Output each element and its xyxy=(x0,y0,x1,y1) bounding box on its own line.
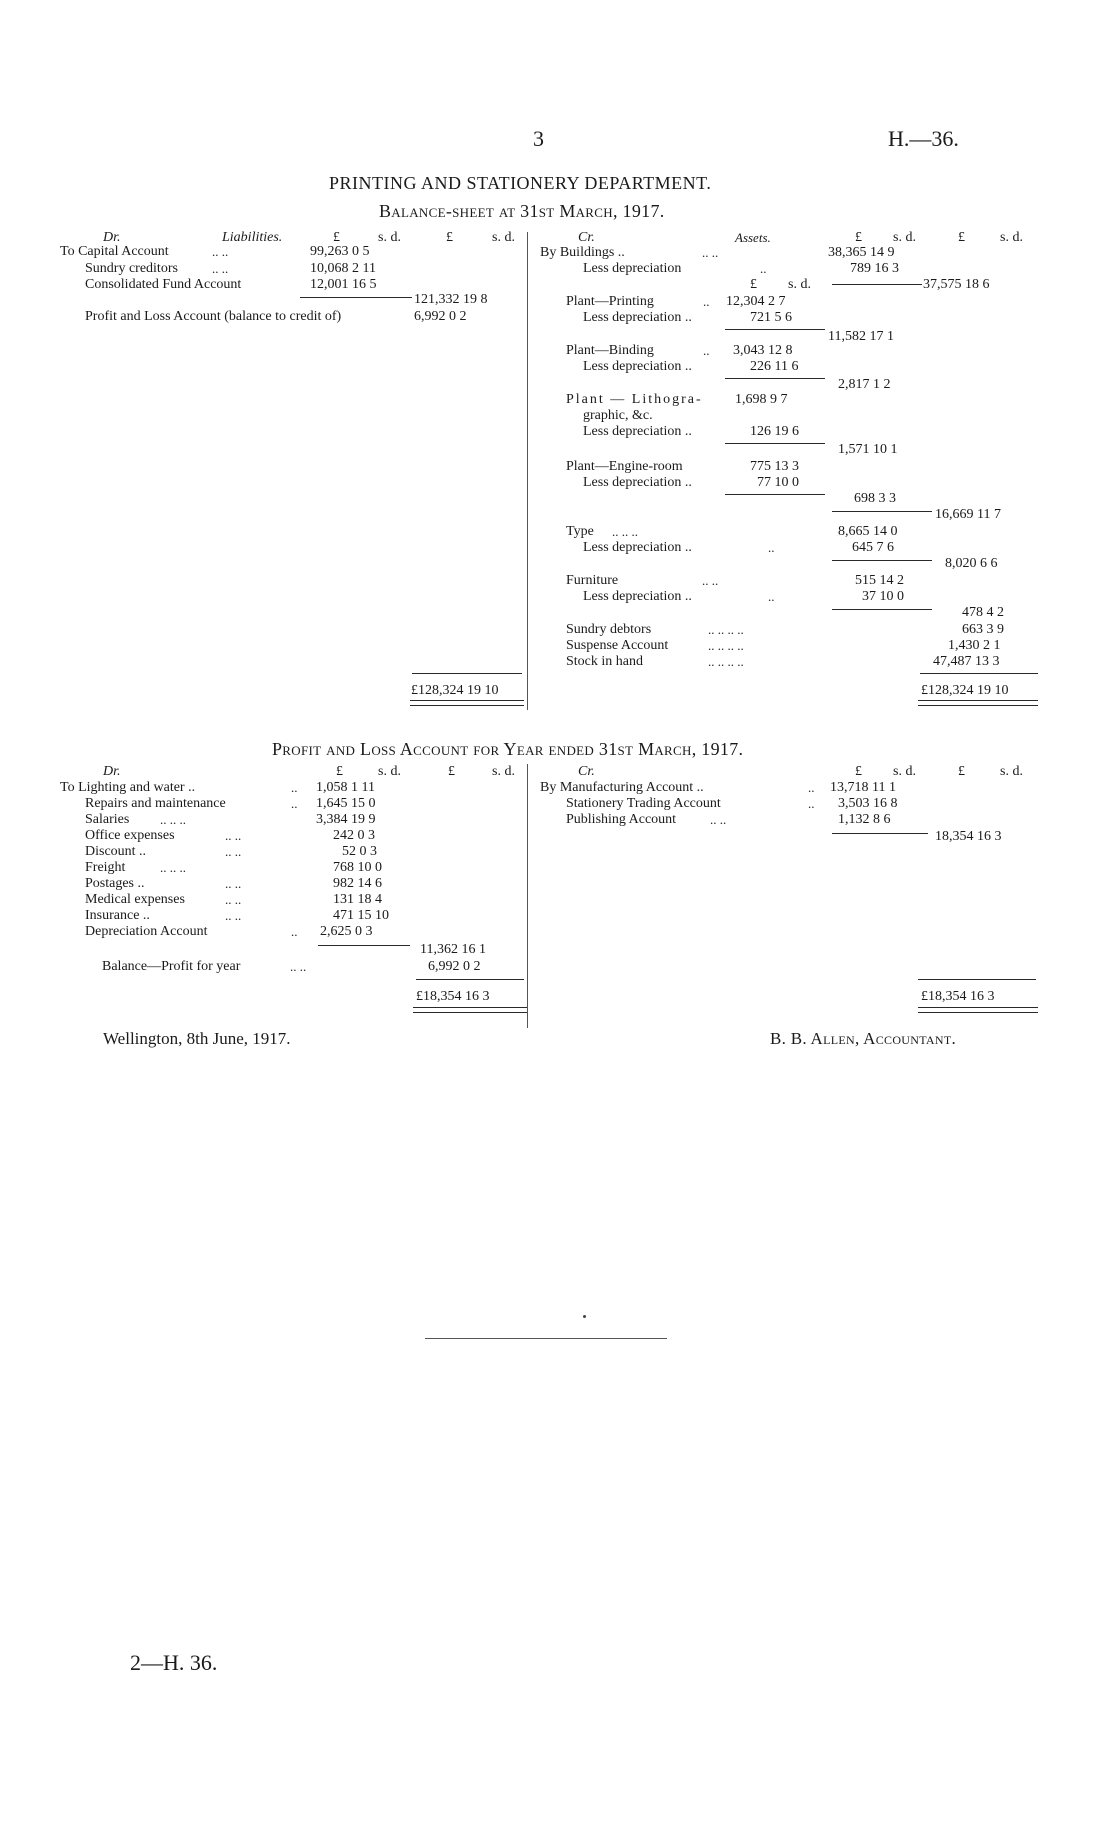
bs-col-pounds: £ xyxy=(855,230,862,245)
pl-col-pounds-2: £ xyxy=(958,764,965,779)
sub-col-sd: s. d. xyxy=(788,277,811,292)
litho-net: 1,571 10 1 xyxy=(838,442,898,457)
expense-label: To Lighting and water .. xyxy=(60,780,196,795)
net-rule xyxy=(725,378,825,379)
asset-amount: 3,043 12 8 xyxy=(733,343,793,358)
pl-col-sd-2: s. d. xyxy=(1000,764,1023,779)
leader-dots: .. xyxy=(291,780,298,795)
total-double-rule xyxy=(413,1007,527,1013)
total-double-rule xyxy=(918,700,1038,706)
bs-col-sd-2: s. d. xyxy=(492,230,515,245)
liability-amount: 10,068 2 11 xyxy=(310,261,376,276)
depreciation-amount: 721 5 6 xyxy=(750,310,792,325)
asset-label: By Buildings .. xyxy=(540,245,625,260)
engine-net: 698 3 3 xyxy=(854,491,896,506)
leader-dots: .. .. xyxy=(212,244,229,259)
subtotal-rule xyxy=(318,945,410,946)
print-speck xyxy=(583,1315,586,1318)
net-rule xyxy=(725,494,825,495)
end-rule xyxy=(425,1338,667,1339)
leader-dots: .. xyxy=(808,780,815,795)
depreciation-amount: 789 16 3 xyxy=(850,261,899,276)
pl-debit-total: £18,354 16 3 xyxy=(416,989,490,1004)
asset-amount: 1,698 9 7 xyxy=(735,392,788,407)
balance-profit-amount: 6,992 0 2 xyxy=(428,959,481,974)
asset-label: Sundry debtors xyxy=(566,622,652,637)
type-net: 8,020 6 6 xyxy=(945,556,998,571)
expense-amount: 1,058 1 11 xyxy=(316,780,375,795)
expense-label: Freight xyxy=(85,860,126,875)
bs-col-pounds-2: £ xyxy=(446,230,453,245)
sundry-debtors-amount: 663 3 9 xyxy=(962,622,1004,637)
bs-col-pounds: £ xyxy=(333,230,340,245)
expense-amount: 52 0 3 xyxy=(342,844,377,859)
leader-dots: .. xyxy=(808,796,815,811)
bs-col-pounds-2: £ xyxy=(958,230,965,245)
income-amount: 1,132 8 6 xyxy=(838,812,891,827)
leader-dots: .. .. xyxy=(702,245,719,260)
income-label: By Manufacturing Account .. xyxy=(540,780,704,795)
leader-dots: .. .. .. xyxy=(160,860,186,875)
leader-dots: .. xyxy=(760,261,767,276)
balance-sheet-title: Balance-sheet at 31st March, 1917. xyxy=(379,201,665,221)
net-rule xyxy=(832,609,932,610)
leader-dots: .. .. .. .. xyxy=(708,622,744,637)
leader-dots: .. .. xyxy=(212,261,229,276)
expense-amount: 131 18 4 xyxy=(333,892,382,907)
bs-liabilities-label: Liabilities. xyxy=(222,230,283,245)
liability-amount: 99,263 0 5 xyxy=(310,244,370,259)
leader-dots: .. xyxy=(768,540,775,555)
asset-label: Plant—Binding xyxy=(566,343,654,358)
leader-dots: .. .. xyxy=(225,876,242,891)
net-rule xyxy=(832,284,922,285)
pl-cr-label: Cr. xyxy=(578,764,595,779)
liability-amount: 12,001 16 5 xyxy=(310,277,377,292)
leader-dots: .. xyxy=(703,294,710,309)
income-amount: 13,718 11 1 xyxy=(830,780,896,795)
expense-amount: 2,625 0 3 xyxy=(320,924,373,939)
expense-label: Salaries xyxy=(85,812,130,827)
profit-loss-balance-amount: 6,992 0 2 xyxy=(414,309,467,324)
printing-net: 11,582 17 1 xyxy=(828,329,894,344)
pl-credit-total: £18,354 16 3 xyxy=(921,989,995,1004)
binding-net: 2,817 1 2 xyxy=(838,377,891,392)
asset-amount: 8,665 14 0 xyxy=(838,524,898,539)
pl-col-pounds: £ xyxy=(855,764,862,779)
expense-amount: 3,384 19 9 xyxy=(316,812,376,827)
net-rule xyxy=(832,560,932,561)
expense-label: Office expenses xyxy=(85,828,175,843)
asset-amount: 515 14 2 xyxy=(855,573,904,588)
pl-col-sd: s. d. xyxy=(378,764,401,779)
leader-dots: .. .. xyxy=(225,844,242,859)
leader-dots: .. .. .. .. xyxy=(708,654,744,669)
less-depreciation-label: Less depreciation .. xyxy=(583,475,692,490)
less-depreciation-label: Less depreciation xyxy=(583,261,682,276)
page-number: 3 xyxy=(533,126,544,151)
leader-dots: .. .. xyxy=(710,812,727,827)
asset-amount: 775 13 3 xyxy=(750,459,799,474)
leader-dots: .. .. .. xyxy=(612,524,638,539)
expense-amount: 242 0 3 xyxy=(333,828,375,843)
assets-total: £128,324 19 10 xyxy=(921,683,1009,698)
sheet-reference: 2—H. 36. xyxy=(130,1650,218,1675)
profit-loss-divider xyxy=(527,764,528,1028)
bs-cr-label: Cr. xyxy=(578,230,595,245)
bs-col-sd: s. d. xyxy=(893,230,916,245)
less-depreciation-label: Less depreciation .. xyxy=(583,359,692,374)
leader-dots: .. .. xyxy=(225,908,242,923)
total-double-rule xyxy=(410,700,524,706)
asset-label: Plant—Engine-room xyxy=(566,459,683,474)
total-rule xyxy=(920,673,1038,674)
pl-dr-label: Dr. xyxy=(103,764,121,779)
liability-label: Sundry creditors xyxy=(85,261,178,276)
income-amount: 3,503 16 8 xyxy=(838,796,898,811)
leader-dots: .. .. .. xyxy=(160,812,186,827)
bs-dr-label: Dr. xyxy=(103,230,121,245)
expense-amount: 471 15 10 xyxy=(333,908,389,923)
subtotal-rule xyxy=(300,297,412,298)
net-rule xyxy=(725,443,825,444)
balance-sheet-divider xyxy=(527,232,528,710)
expense-label: Postages .. xyxy=(85,876,145,891)
pl-col-pounds-2: £ xyxy=(448,764,455,779)
depreciation-amount: 126 19 6 xyxy=(750,424,799,439)
suspense-amount: 1,430 2 1 xyxy=(948,638,1001,653)
leader-dots: .. .. xyxy=(290,959,307,974)
depreciation-amount: 77 10 0 xyxy=(757,475,799,490)
leader-dots: .. .. .. .. xyxy=(708,638,744,653)
place-and-date: Wellington, 8th June, 1917. xyxy=(103,1029,291,1048)
leader-dots: .. xyxy=(768,589,775,604)
total-double-rule xyxy=(918,1007,1038,1013)
expense-label: Insurance .. xyxy=(85,908,150,923)
profit-loss-balance-label: Profit and Loss Account (balance to credit of) xyxy=(85,309,342,324)
asset-label-continued: graphic, &c. xyxy=(583,408,653,423)
subtotal-rule xyxy=(832,833,928,834)
document-reference: H.—36. xyxy=(888,126,959,151)
liabilities-total: £128,324 19 10 xyxy=(411,683,499,698)
total-rule xyxy=(416,979,524,980)
total-rule xyxy=(918,979,1036,980)
income-label: Stationery Trading Account xyxy=(566,796,721,811)
income-subtotal: 18,354 16 3 xyxy=(935,829,1002,844)
asset-label: Stock in hand xyxy=(566,654,643,669)
depreciation-amount: 37 10 0 xyxy=(862,589,904,604)
expense-amount: 1,645 15 0 xyxy=(316,796,376,811)
furniture-net: 478 4 2 xyxy=(962,605,1004,620)
leader-dots: .. xyxy=(703,343,710,358)
liability-label: Consolidated Fund Account xyxy=(85,277,242,292)
expenses-subtotal: 11,362 16 1 xyxy=(420,942,486,957)
asset-amount: 12,304 2 7 xyxy=(726,294,786,309)
income-label: Publishing Account xyxy=(566,812,677,827)
pl-col-sd-2: s. d. xyxy=(492,764,515,779)
less-depreciation-label: Less depreciation .. xyxy=(583,424,692,439)
less-depreciation-label: Less depreciation .. xyxy=(583,589,692,604)
expense-amount: 768 10 0 xyxy=(333,860,382,875)
balance-profit-label: Balance—Profit for year xyxy=(102,959,241,974)
pl-col-sd: s. d. xyxy=(893,764,916,779)
sub-col-pounds: £ xyxy=(750,277,757,292)
expense-label: Repairs and maintenance xyxy=(85,796,226,811)
net-rule xyxy=(725,329,825,330)
buildings-net: 37,575 18 6 xyxy=(923,277,990,292)
liabilities-subtotal: 121,332 19 8 xyxy=(414,292,488,307)
profit-loss-title: Profit and Loss Account for Year ended 31st March, 1917. xyxy=(272,739,744,759)
bs-col-sd-2: s. d. xyxy=(1000,230,1023,245)
leader-dots: .. xyxy=(291,796,298,811)
asset-label: Type xyxy=(566,524,594,539)
pl-col-pounds: £ xyxy=(336,764,343,779)
asset-label: Plant — Lithogra- xyxy=(566,392,703,407)
liability-label: To Capital Account xyxy=(60,244,169,259)
asset-label: Plant—Printing xyxy=(566,294,654,309)
leader-dots: .. .. xyxy=(702,573,719,588)
less-depreciation-label: Less depreciation .. xyxy=(583,310,692,325)
expense-label: Discount .. xyxy=(85,844,147,859)
bs-col-sd: s. d. xyxy=(378,230,401,245)
leader-dots: .. .. xyxy=(225,892,242,907)
expense-label: Medical expenses xyxy=(85,892,185,907)
asset-label: Furniture xyxy=(566,573,619,588)
leader-dots: .. .. xyxy=(225,828,242,843)
asset-label: Suspense Account xyxy=(566,638,669,653)
signatory: B. B. Allen, Accountant. xyxy=(770,1029,956,1048)
plant-total: 16,669 11 7 xyxy=(935,507,1001,522)
expense-amount: 982 14 6 xyxy=(333,876,382,891)
bs-assets-label: Assets. xyxy=(735,230,771,245)
asset-amount: 38,365 14 9 xyxy=(828,245,895,260)
expense-label: Depreciation Account xyxy=(85,924,208,939)
plant-total-rule xyxy=(832,511,932,512)
depreciation-amount: 226 11 6 xyxy=(750,359,799,374)
less-depreciation-label: Less depreciation .. xyxy=(583,540,692,555)
stock-amount: 47,487 13 3 xyxy=(933,654,1000,669)
leader-dots: .. xyxy=(291,924,298,939)
total-rule xyxy=(412,673,522,674)
depreciation-amount: 645 7 6 xyxy=(852,540,894,555)
department-title: PRINTING AND STATIONERY DEPARTMENT. xyxy=(329,173,712,193)
